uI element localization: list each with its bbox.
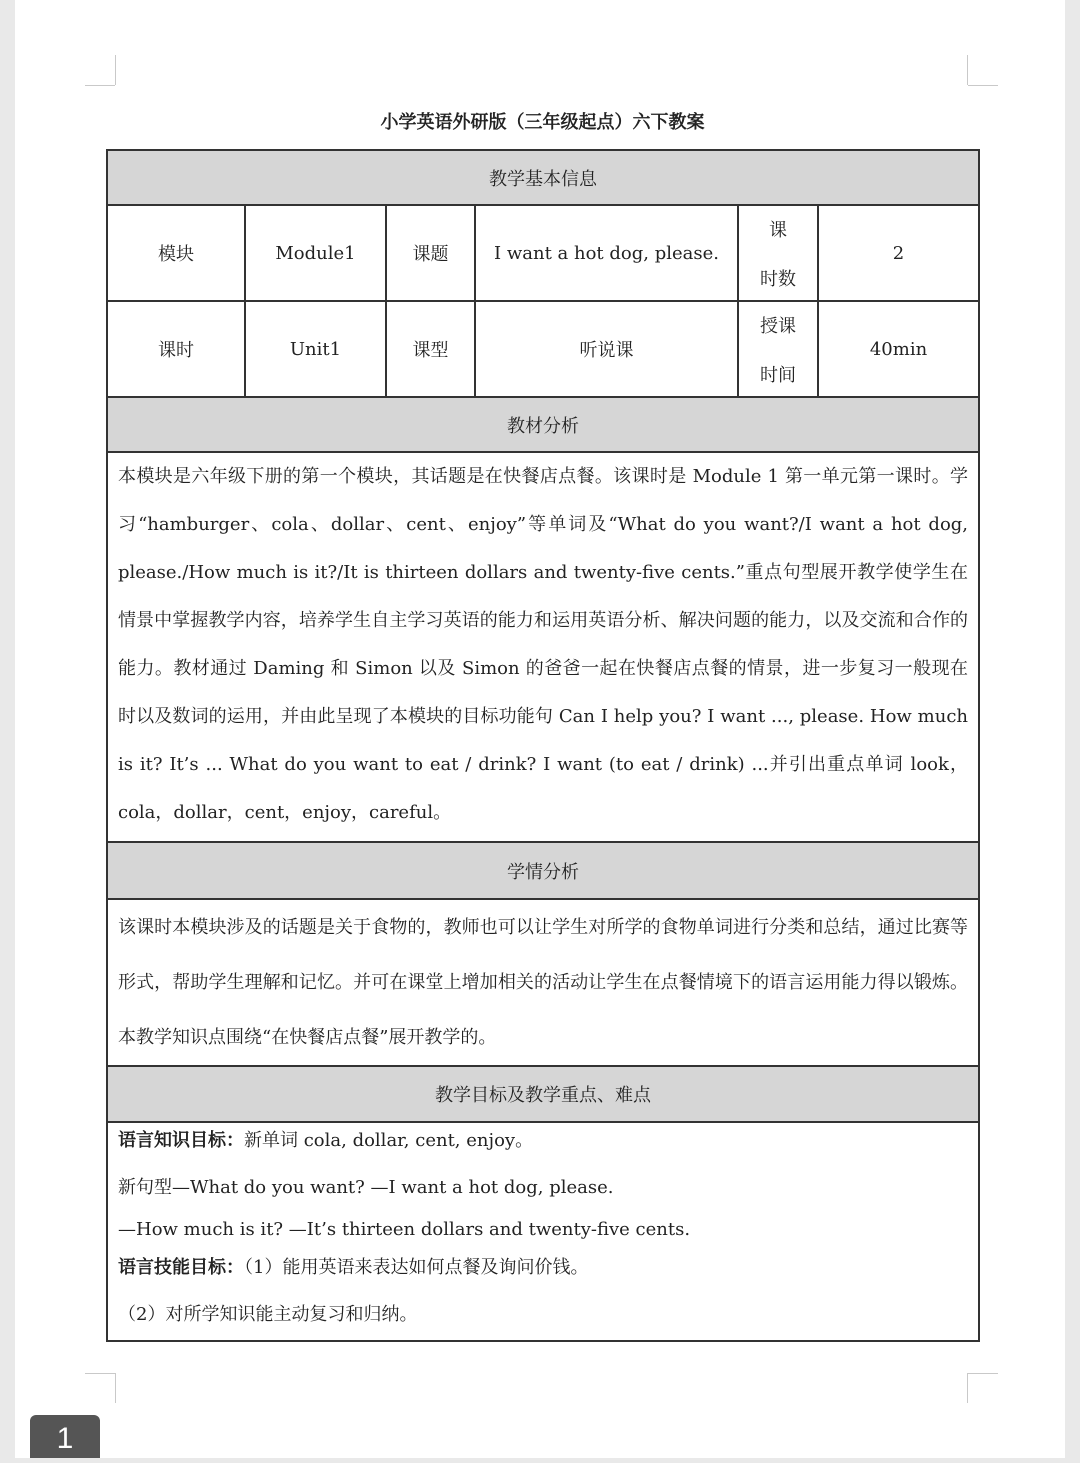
topic-value: I want a hot dog, please. [475, 205, 738, 301]
goals-content [108, 1123, 978, 1340]
skill-goal-1: （1）能用英语来表达如何点餐及询问价钱。 [244, 1257, 589, 1278]
lesson-count-label-line2: 时数 [760, 268, 796, 290]
crop-mark [968, 85, 998, 86]
page-number-tab[interactable]: 1 [30, 1415, 100, 1458]
lesson-count-label [738, 205, 818, 301]
period-label: 课时 [107, 301, 245, 397]
new-sentence-line-2: —How much is it? —It’s thirteen dollars and twenty-five cents. [118, 1219, 691, 1240]
skill-goal-label: 语言技能目标： [118, 1257, 244, 1278]
material-analysis-text: 本模块是六年级下册的第一个模块，其话题是在快餐店点餐。该课时是 Module 1 第一单元第一课时。学习“hamburger、cola、dollar、cent、enjoy”等单词及“What do you want?/I want a hot dog, please./How much is it?/It is thirteen dollars and twenty-five cents.”重点句型展开教学使学生在情景中掌握教学内容，培养学生自主学习英语的能力和运用英语分析、解决问题的能力，以及交流和合作的能力。教材通过 Daming 和 Simon 以及 Simon 的爸爸一起在快餐店点餐的情景，进一步复习一般现在时以及数词的运用，并由此呈现了本模块的目标功能句 Can I help you? I want ..., please. How much is it? It’s ... What do you want to eat / drink? I want (to eat / drink) ...并引出重点单词 look，cola，dollar，cent，enjoy，careful。 [118, 466, 969, 823]
goals-cell [107, 1122, 979, 1341]
module-value: Module1 [245, 205, 386, 301]
crop-mark [967, 55, 968, 85]
crop-mark [115, 55, 116, 85]
period-value: Unit1 [245, 301, 386, 397]
class-time-label-line2: 时间 [760, 364, 796, 386]
knowledge-goal-text: 新单词 cola, dollar, cent, enjoy。 [244, 1130, 534, 1151]
crop-mark [115, 1373, 116, 1403]
lesson-type-label: 课型 [386, 301, 475, 397]
lesson-count-label-line1: 课 [769, 219, 787, 241]
lesson-count-value: 2 [818, 205, 979, 301]
document-title: 小学英语外研版（三年级起点）六下教案 [380, 112, 705, 133]
goals-header: 教学目标及教学重点、难点 [107, 1066, 979, 1122]
basic-info-header: 教学基本信息 [107, 150, 979, 205]
module-label: 模块 [107, 205, 245, 301]
lesson-plan-table [106, 149, 980, 1342]
class-time-label-line1: 授课 [760, 315, 796, 337]
student-analysis-text: 该课时本模块涉及的话题是关于食物的，教师也可以让学生对所学的食物单词进行分类和总结，通过比赛等形式，帮助学生理解和记忆。并可在课堂上增加相关的活动让学生在点餐情境下的语言运用能力得以锻炼。本教学知识点围绕“在快餐店点餐”展开教学的。 [118, 917, 969, 1048]
material-analysis-cell [107, 452, 979, 842]
class-time-label [738, 301, 818, 397]
class-time-value: 40min [818, 301, 979, 397]
crop-mark [967, 1373, 968, 1403]
skill-goal-2: （2）对所学知识能主动复习和归纳。 [118, 1304, 418, 1325]
student-analysis-header: 学情分析 [107, 842, 979, 899]
knowledge-goal-label: 语言知识目标： [118, 1130, 244, 1151]
student-analysis-cell [107, 899, 979, 1066]
topic-label: 课题 [386, 205, 475, 301]
crop-mark [968, 1373, 998, 1374]
crop-mark [85, 1373, 115, 1374]
material-analysis-header: 教材分析 [107, 397, 979, 452]
lesson-type-value: 听说课 [475, 301, 738, 397]
crop-mark [85, 85, 115, 86]
new-sentence-line-1: 新句型—What do you want? —I want a hot dog, please. [118, 1177, 614, 1198]
